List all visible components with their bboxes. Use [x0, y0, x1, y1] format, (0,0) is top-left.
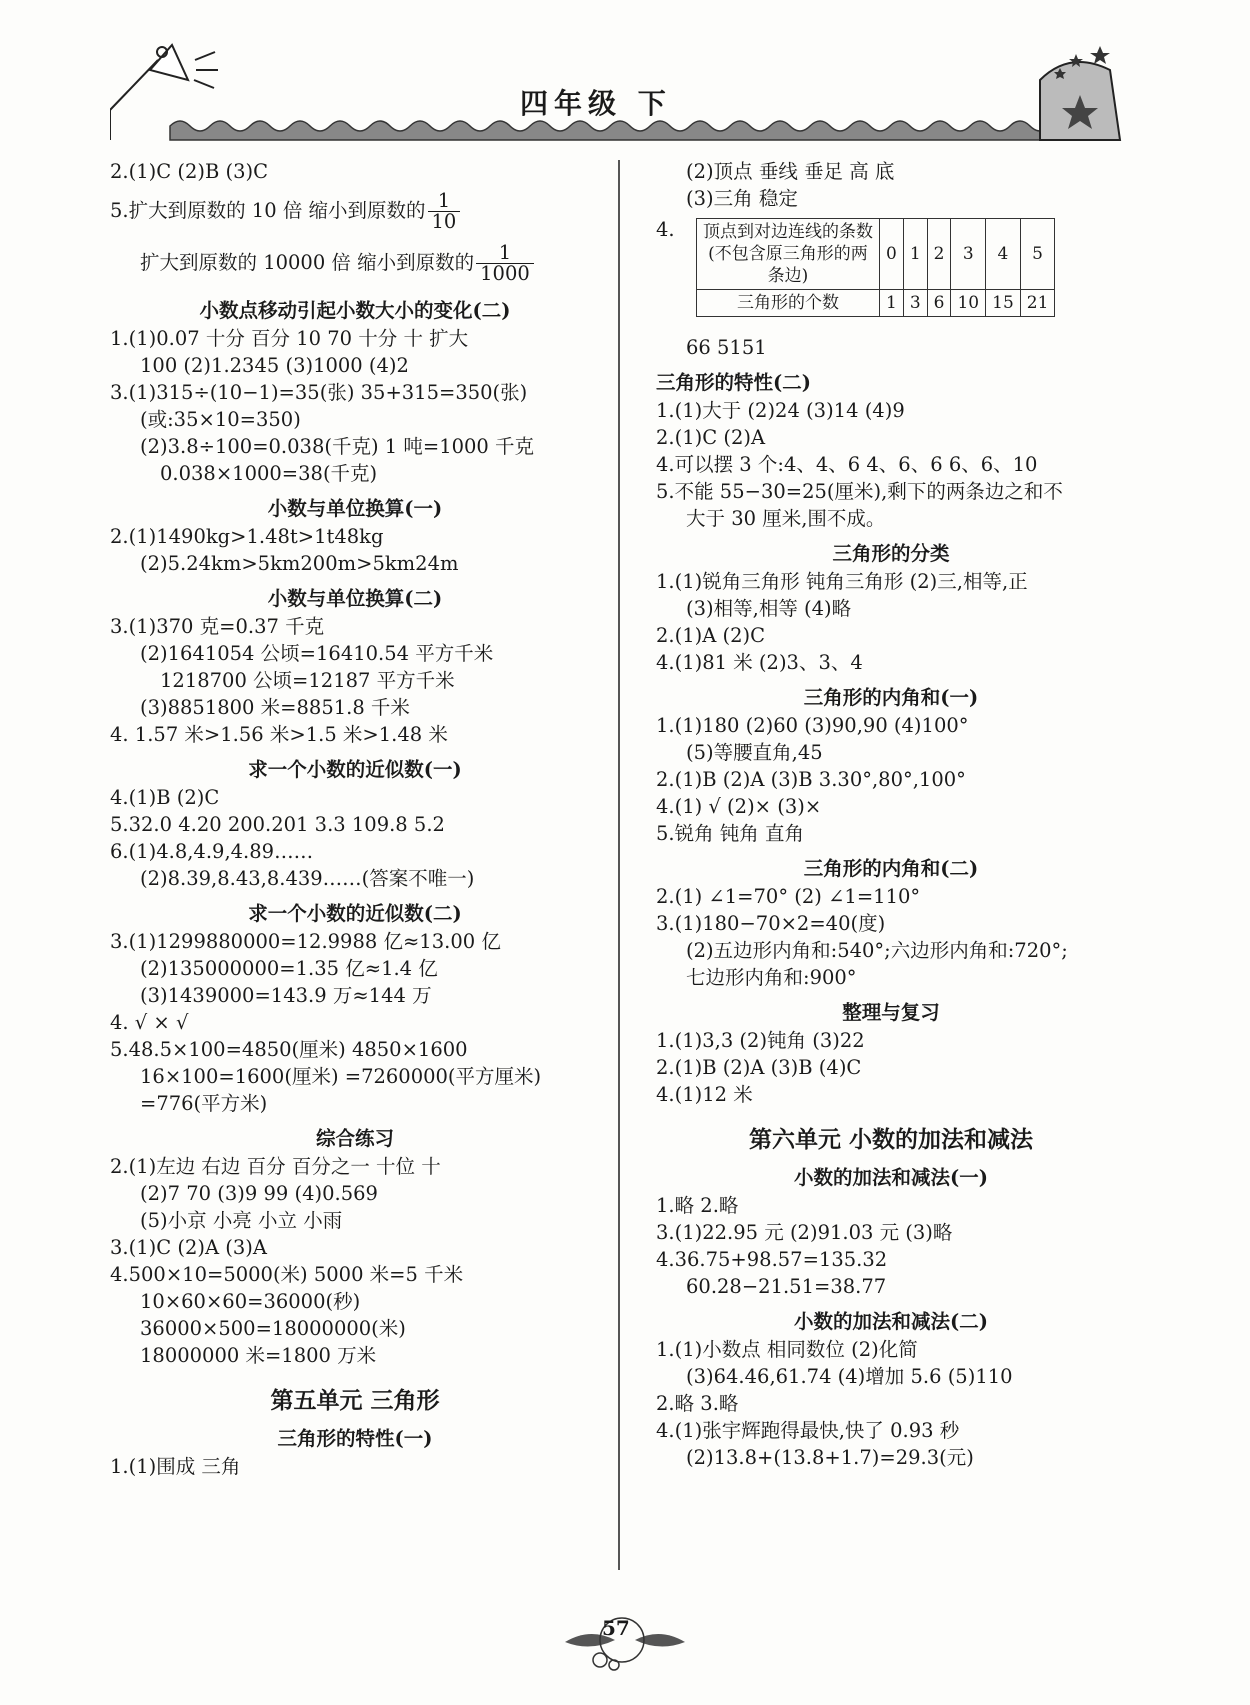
- answer-line: 0.038×1000=38(千克): [160, 462, 378, 485]
- answer-line: 2.(1)C (2)B (3)C: [110, 160, 269, 183]
- triangle-count-table: [696, 218, 1055, 317]
- answer-line: (3)64.46,61.74 (4)增加 5.6 (5)110: [686, 1365, 1013, 1388]
- triangle-count-table-block: [656, 216, 1126, 334]
- answer-line: (3)三角 稳定: [686, 187, 798, 210]
- answer-line: (2)135000000=1.35 亿≈1.4 亿: [140, 957, 438, 980]
- question-number: 4.: [656, 218, 675, 241]
- answer-line: 10×60×60=36000(秒): [140, 1290, 361, 1313]
- answer-line: 1.略 2.略: [656, 1194, 739, 1217]
- page-number: 57: [602, 1616, 630, 1640]
- section-heading: 三角形的内角和(一): [803, 686, 979, 709]
- answer-line: 4.(1)张宇辉跑得最快,快了 0.93 秒: [656, 1419, 960, 1442]
- fraction-numerator: 1: [476, 243, 534, 264]
- answer-line: (2)五边形内角和:540°;六边形内角和:720°;: [686, 939, 1068, 962]
- answer-line: 1.(1)锐角三角形 钝角三角形 (2)三,相等,正: [656, 570, 1028, 593]
- answer-line: 4.可以摆 3 个:4、4、6 4、6、6 6、6、10: [656, 453, 1038, 476]
- answer-line: 1.(1)小数点 相同数位 (2)化简: [656, 1338, 918, 1361]
- answer-line: (2)5.24km>5km200m>5km24m: [140, 552, 459, 575]
- answer-line: 16×100=1600(厘米) =7260000(平方厘米): [140, 1065, 542, 1088]
- unit-heading: 第六单元 小数的加法和减法: [748, 1126, 1033, 1153]
- answer-line: =776(平方米): [140, 1092, 268, 1115]
- answer-line: 七边形内角和:900°: [686, 966, 857, 989]
- wave-ribbon: [170, 121, 1070, 140]
- section-heading: 小数与单位换算(一): [267, 497, 443, 520]
- section-heading: 三角形的特性(二): [656, 371, 811, 394]
- answer-line: 60.28−21.51=38.77: [686, 1275, 887, 1298]
- answer-line: 2.(1) ∠1=70° (2) ∠1=110°: [656, 885, 921, 908]
- unit-heading: 第五单元 三角形: [270, 1387, 440, 1414]
- answer-line: 2.(1)1490kg>1.48t>1t48kg: [110, 525, 384, 548]
- answer-line: 2.(1)A (2)C: [656, 624, 766, 647]
- answer-line: 5.48.5×100=4850(厘米) 4850×1600: [110, 1038, 468, 1061]
- section-heading: 小数点移动引起小数大小的变化(二): [199, 299, 511, 322]
- answer-line: 2.(1)B (2)A (3)B (4)C: [656, 1056, 862, 1079]
- answer-line-fraction: [110, 185, 600, 237]
- answer-line: 3.(1)22.95 元 (2)91.03 元 (3)略: [656, 1221, 953, 1244]
- table-cell: 1: [880, 290, 904, 317]
- answer-line: (3)8851800 米=8851.8 千米: [140, 696, 410, 719]
- right-column: [656, 158, 1126, 1471]
- table-cell: 15: [986, 290, 1021, 317]
- page-number-badge: [560, 1602, 690, 1672]
- answer-line: 5.锐角 钝角 直角: [656, 822, 805, 845]
- table-cell: 2: [927, 219, 951, 290]
- answer-line: 4. 1.57 米>1.56 米>1.5 米>1.48 米: [110, 723, 448, 746]
- answer-line: 3.(1)370 克=0.37 千克: [110, 615, 325, 638]
- table-header-cell: 三角形的个数: [697, 290, 880, 317]
- answer-line: (5)等腰直角,45: [686, 741, 823, 764]
- section-heading: 整理与复习: [842, 1001, 940, 1024]
- section-heading: 小数的加法和减法(一): [794, 1166, 988, 1189]
- table-cell: 1: [903, 219, 927, 290]
- answer-line: 大于 30 厘米,围不成。: [686, 507, 886, 530]
- answer-line: (3)1439000=143.9 万≈144 万: [140, 984, 432, 1007]
- answer-line: (2)8.39,8.43,8.439……(答案不唯一): [140, 867, 475, 890]
- answer-line: 66 5151: [686, 336, 767, 359]
- table-cell: 21: [1020, 290, 1055, 317]
- table-cell: 6: [927, 290, 951, 317]
- section-heading: 三角形的特性(一): [277, 1427, 433, 1450]
- section-heading: 求一个小数的近似数(二): [248, 902, 462, 925]
- fraction: [476, 243, 534, 284]
- answer-line: 4.36.75+98.57=135.32: [656, 1248, 888, 1271]
- table-header-cell: 顶点到对边连线的条数(不包含原三角形的两条边): [697, 219, 880, 290]
- answer-line: 1.(1)围成 三角: [110, 1455, 241, 1478]
- answer-line: (2)3.8÷100=0.038(千克) 1 吨=1000 千克: [140, 435, 535, 458]
- answer-line: 2.(1)B (2)A (3)B 3.30°,80°,100°: [656, 768, 966, 791]
- answer-text: 扩大到原数的 10000 倍 缩小到原数的: [140, 251, 475, 274]
- section-heading: 综合练习: [315, 1127, 394, 1150]
- answer-line-fraction: [110, 237, 600, 289]
- answer-line: 1218700 公顷=12187 平方千米: [160, 669, 455, 692]
- section-heading: 小数的加法和减法(二): [794, 1310, 988, 1333]
- answer-line: 3.(1)1299880000=12.9988 亿≈13.00 亿: [110, 930, 501, 953]
- answer-line: 4.(1)12 米: [656, 1083, 753, 1106]
- answer-line: 4.(1)81 米 (2)3、3、4: [656, 651, 863, 674]
- answer-line: 4.(1)B (2)C: [110, 786, 220, 809]
- answer-line: 100 (2)1.2345 (3)1000 (4)2: [140, 354, 409, 377]
- answer-line: 6.(1)4.8,4.9,4.89……: [110, 840, 314, 863]
- section-heading: 求一个小数的近似数(一): [248, 758, 462, 781]
- answer-line: 2.略 3.略: [656, 1392, 739, 1415]
- page-title: 四年级 下: [520, 87, 672, 120]
- section-heading: 三角形的分类: [832, 542, 950, 565]
- answer-line: (2)13.8+(13.8+1.7)=29.3(元): [686, 1446, 974, 1469]
- answer-line: (5)小京 小亮 小立 小雨: [140, 1209, 343, 1232]
- star-badge-icon: [1040, 46, 1120, 140]
- left-column: [110, 158, 600, 1480]
- answer-line: 3.(1)C (2)A (3)A: [110, 1236, 267, 1259]
- fraction-denominator: 1000: [480, 262, 530, 285]
- answer-line: 2.(1)C (2)A: [656, 426, 766, 449]
- answer-line: 4. √ × √: [110, 1011, 189, 1034]
- table-cell: 3: [903, 290, 927, 317]
- fraction: [428, 191, 461, 232]
- answer-line: 1.(1)3,3 (2)钝角 (3)22: [656, 1029, 865, 1052]
- answer-line: 36000×500=18000000(米): [140, 1317, 406, 1340]
- answer-line: 4.500×10=5000(米) 5000 米=5 千米: [110, 1263, 464, 1286]
- answer-line: 1.(1)0.07 十分 百分 10 70 十分 十 扩大: [110, 327, 469, 350]
- table-cell: 0: [880, 219, 904, 290]
- column-divider: [618, 160, 620, 1570]
- answer-line: (或:35×10=350): [140, 408, 301, 431]
- fraction-denominator: 10: [431, 210, 457, 233]
- answer-line: (2)7 70 (3)9 99 (4)0.569: [140, 1182, 378, 1205]
- fraction-numerator: 1: [428, 191, 461, 212]
- table-cell: 4: [986, 219, 1021, 290]
- answer-line: 5.32.0 4.20 200.201 3.3 109.8 5.2: [110, 813, 445, 836]
- answer-line: 3.(1)180−70×2=40(度): [656, 912, 886, 935]
- answer-text: 5.扩大到原数的 10 倍 缩小到原数的: [110, 199, 426, 222]
- table-cell: 10: [951, 290, 986, 317]
- answer-line: 4.(1) √ (2)× (3)×: [656, 795, 822, 818]
- answer-line: 5.不能 55−30=25(厘米),剩下的两条边之和不: [656, 480, 1063, 503]
- answer-line: 2.(1)左边 右边 百分 百分之一 十位 十: [110, 1155, 441, 1178]
- table-cell: 5: [1020, 219, 1055, 290]
- table-cell: 3: [951, 219, 986, 290]
- answer-line: 3.(1)315÷(10−1)=35(张) 35+315=350(张): [110, 381, 528, 404]
- answer-line: (3)相等,相等 (4)略: [686, 597, 852, 620]
- section-heading: 小数与单位换算(二): [267, 587, 443, 610]
- answer-line: 1.(1)180 (2)60 (3)90,90 (4)100°: [656, 714, 969, 737]
- answer-line: (2)1641054 公顷=16410.54 平方千米: [140, 642, 494, 665]
- answer-line: 18000000 米=1800 万米: [140, 1344, 377, 1367]
- answer-line: 1.(1)大于 (2)24 (3)14 (4)9: [656, 399, 905, 422]
- section-heading: 三角形的内角和(二): [803, 857, 979, 880]
- answer-line: (2)顶点 垂线 垂足 高 底: [686, 160, 895, 183]
- lamp-icon: [110, 45, 218, 140]
